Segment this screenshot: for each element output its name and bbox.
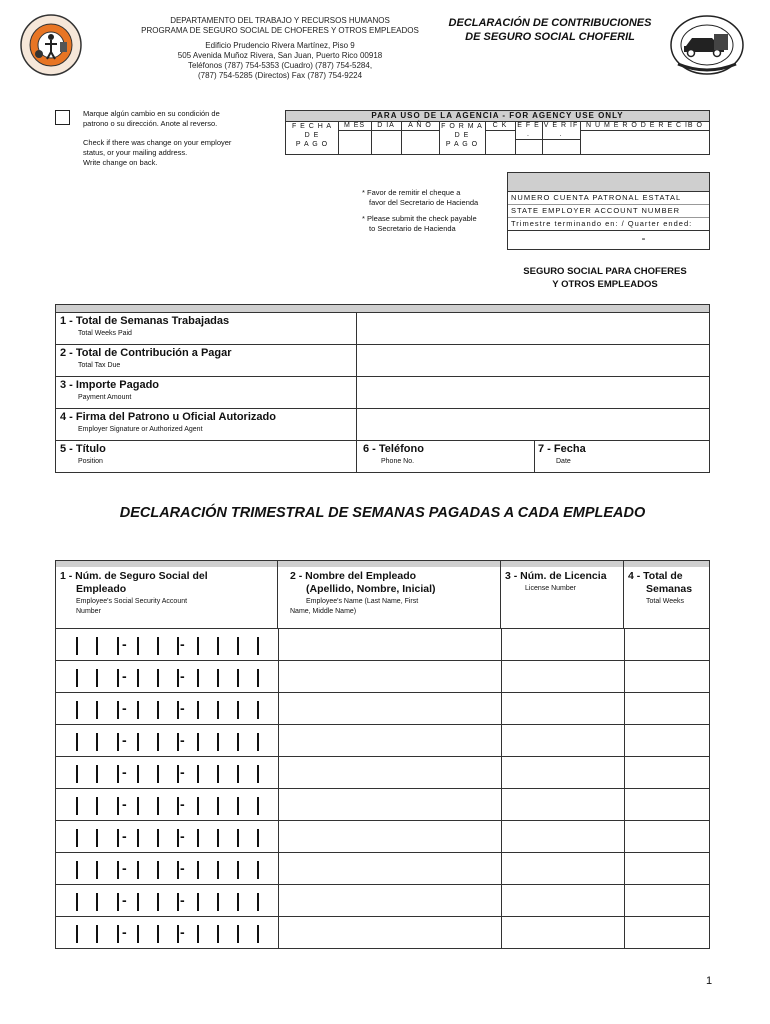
ssn-dash: -	[180, 636, 185, 652]
ssn-digit-divider	[237, 829, 239, 847]
ssn-digit-divider	[96, 797, 98, 815]
ssn-digit-divider	[257, 765, 259, 783]
ssn-digit-divider	[117, 669, 119, 687]
ssn-dash: -	[122, 636, 127, 652]
signature-row[interactable]: 4 - Firma del Patrono u Oficial Autorizado Employer Signature or Authorized Agent	[56, 409, 709, 441]
ssn-digit-divider	[217, 925, 219, 943]
change-notice-en-1: Check if there was change on your employer	[83, 138, 232, 147]
ssn-digit-divider	[177, 701, 179, 719]
column-divider	[278, 821, 279, 852]
account-number-label-en: STATE EMPLOYER ACCOUNT NUMBER	[508, 205, 709, 218]
employee-row[interactable]	[56, 661, 709, 693]
page-number: 1	[706, 975, 713, 987]
agency-dia-col[interactable]: D IA	[371, 121, 402, 154]
date-label: 7 - Fecha	[538, 443, 586, 455]
agency-recibo-col[interactable]: N U M E R O D E R E C IB O	[580, 121, 709, 154]
column-divider	[624, 853, 625, 884]
employee-table-header	[56, 561, 709, 629]
phone-sub: Phone No.	[381, 458, 415, 465]
ssn-digit-divider	[137, 733, 139, 751]
column-divider	[501, 661, 502, 692]
column-divider	[278, 725, 279, 756]
ssn-digit-divider	[217, 797, 219, 815]
ssn-digit-divider	[76, 637, 78, 655]
ssn-digit-divider	[96, 861, 98, 879]
column-divider	[278, 693, 279, 724]
dept-line-2: PROGRAMA DE SEGURO SOCIAL DE CHOFERES Y OTROS EMPLEADOS	[141, 26, 419, 35]
ssn-digit-divider	[197, 637, 199, 655]
employee-row[interactable]	[56, 789, 709, 821]
ssn-digit-divider	[137, 637, 139, 655]
ssn-dash: -	[180, 732, 185, 748]
employee-row[interactable]	[56, 725, 709, 757]
column-divider	[501, 885, 502, 916]
ssn-digit-divider	[197, 925, 199, 943]
column-divider	[278, 885, 279, 916]
ssn-digit-divider	[197, 733, 199, 751]
ssn-digit-divider	[237, 925, 239, 943]
address-line-4: (787) 754-5285 (Directos) Fax (787) 754-9224	[197, 71, 363, 80]
employee-row[interactable]	[56, 853, 709, 885]
ssn-digit-divider	[177, 797, 179, 815]
agency-use-table	[285, 110, 710, 155]
ssn-digit-divider	[157, 861, 159, 879]
ssn-digit-divider	[217, 829, 219, 847]
ssn-digit-divider	[96, 669, 98, 687]
address-line-1: Edificio Prudencio Rivera Martínez, Piso 9	[205, 41, 355, 50]
agency-mes-col[interactable]: M ES	[338, 121, 372, 154]
header-total-weeks: 4 - Total de Semanas Total Weeks	[628, 570, 693, 605]
ssn-digit-divider	[197, 861, 199, 879]
ssn-digit-divider	[237, 669, 239, 687]
ssn-digit-divider	[177, 765, 179, 783]
quarter-ended-field[interactable]: -	[641, 231, 646, 245]
ssn-digit-divider	[76, 797, 78, 815]
agency-title: PARA USO DE LA AGENCIA - FOR AGENCY USE ONLY	[286, 111, 709, 122]
column-divider	[501, 629, 502, 660]
ssn-digit-divider	[217, 733, 219, 751]
ssn-dash: -	[122, 668, 127, 684]
agency-forma-col: F O R M A D E P A G O	[439, 121, 486, 154]
ssn-digit-divider	[76, 861, 78, 879]
column-divider	[624, 757, 625, 788]
ssn-digit-divider	[117, 925, 119, 943]
ssn-digit-divider	[257, 925, 259, 943]
check-note-en-1: * Please submit the check payable	[362, 214, 477, 223]
ssn-digit-divider	[117, 701, 119, 719]
total-tax-row[interactable]: 2 - Total de Contribución a Pagar Total Tax Due	[56, 345, 709, 377]
ssn-dash: -	[180, 668, 185, 684]
column-divider	[501, 725, 502, 756]
agency-efe-col[interactable]: E F E .	[515, 121, 543, 154]
ssn-dash: -	[122, 700, 127, 716]
ssn-digit-divider	[177, 829, 179, 847]
ssn-digit-divider	[237, 861, 239, 879]
form-title-line-2: DE SEGURO SOCIAL CHOFERIL	[465, 31, 635, 43]
ssn-dash: -	[122, 828, 127, 844]
column-divider	[278, 661, 279, 692]
account-number-label-es: NUMERO CUENTA PATRONAL ESTATAL	[508, 192, 709, 205]
ssn-digit-divider	[177, 893, 179, 911]
column-divider	[278, 757, 279, 788]
column-divider	[501, 757, 502, 788]
ssn-dash: -	[180, 700, 185, 716]
column-divider	[501, 821, 502, 852]
ssn-dash: -	[122, 796, 127, 812]
ssn-digit-divider	[177, 669, 179, 687]
ssn-digit-divider	[217, 669, 219, 687]
ssn-dash: -	[122, 764, 127, 780]
ssn-digit-divider	[117, 733, 119, 751]
ssn-digit-divider	[117, 893, 119, 911]
ssn-digit-divider	[157, 797, 159, 815]
ssn-digit-divider	[76, 829, 78, 847]
ssn-digit-divider	[237, 733, 239, 751]
column-divider	[278, 917, 279, 948]
employee-row[interactable]	[56, 885, 709, 917]
form-title-line-1: DECLARACIÓN DE CONTRIBUCIONES	[448, 17, 652, 29]
ssn-digit-divider	[177, 637, 179, 655]
header-license: 3 - Núm. de Licencia License Number	[501, 561, 624, 628]
total-weeks-row[interactable]: 1 - Total de Semanas Trabajadas Total Weeks Paid	[56, 313, 709, 345]
agency-ano-col[interactable]: A Ñ O	[401, 121, 440, 154]
header-name: 2 - Nombre del Empleado (Apellido, Nombre, Inicial) Employee's Name (Last Name, First Name, Middle Name)	[278, 561, 501, 628]
ssn-digit-divider	[117, 797, 119, 815]
ssn-digit-divider	[96, 733, 98, 751]
ssn-digit-divider	[217, 765, 219, 783]
position-phone-date-row[interactable]	[56, 441, 709, 472]
column-divider	[624, 789, 625, 820]
ssn-digit-divider	[237, 637, 239, 655]
ssn-digit-divider	[157, 701, 159, 719]
column-divider	[278, 853, 279, 884]
ssn-digit-divider	[137, 893, 139, 911]
change-notice-en-2: status, or your mailing address.	[83, 148, 188, 157]
ssn-digit-divider	[257, 861, 259, 879]
ssn-dash: -	[122, 732, 127, 748]
ssn-digit-divider	[217, 701, 219, 719]
ssn-digit-divider	[177, 861, 179, 879]
column-divider	[624, 693, 625, 724]
ssn-digit-divider	[197, 765, 199, 783]
employee-row[interactable]	[56, 821, 709, 853]
ssn-digit-divider	[96, 765, 98, 783]
column-divider	[501, 789, 502, 820]
ssn-digit-divider	[217, 893, 219, 911]
ssn-digit-divider	[237, 797, 239, 815]
check-note-es-1: * Favor de remitir el cheque a	[362, 188, 461, 197]
position-sub: Position	[78, 458, 103, 465]
address-change-checkbox[interactable]	[55, 110, 70, 125]
header-ssn: 1 - Núm. de Seguro Social del Empleado Employee's Social Security Account Number	[56, 561, 278, 628]
ssn-digit-divider	[157, 893, 159, 911]
phone-label: 6 - Teléfono	[363, 443, 424, 455]
agency-verif-col[interactable]: V E R IF .	[542, 121, 581, 154]
ssn-digit-divider	[157, 637, 159, 655]
ssn-digit-divider	[76, 701, 78, 719]
ssn-digit-divider	[257, 829, 259, 847]
employer-account-box	[507, 172, 710, 250]
ssn-digit-divider	[237, 765, 239, 783]
ssn-dash: -	[122, 860, 127, 876]
ssn-digit-divider	[96, 829, 98, 847]
ssn-dash: -	[180, 860, 185, 876]
ssn-digit-divider	[197, 701, 199, 719]
check-note-en-2: to Secretario de Hacienda	[369, 224, 456, 233]
ssn-digit-divider	[197, 893, 199, 911]
ssn-digit-divider	[157, 669, 159, 687]
ssn-digit-divider	[157, 925, 159, 943]
ssn-digit-divider	[76, 925, 78, 943]
address-line-3: Teléfonos (787) 754-5353 (Cuadro) (787) 754-5284,	[187, 61, 373, 70]
program-title-2: Y OTROS EMPLEADOS	[552, 279, 658, 290]
column-divider	[624, 885, 625, 916]
column-divider	[278, 629, 279, 660]
ssn-digit-divider	[257, 669, 259, 687]
ssn-digit-divider	[137, 829, 139, 847]
ssn-digit-divider	[217, 861, 219, 879]
ssn-digit-divider	[137, 861, 139, 879]
employee-row[interactable]	[56, 917, 709, 948]
ssn-digit-divider	[257, 797, 259, 815]
ssn-dash: -	[180, 924, 185, 940]
ssn-digit-divider	[117, 829, 119, 847]
ssn-digit-divider	[157, 765, 159, 783]
ssn-digit-divider	[257, 893, 259, 911]
ssn-dash: -	[180, 828, 185, 844]
ssn-digit-divider	[117, 637, 119, 655]
employee-row[interactable]	[56, 629, 709, 661]
ssn-digit-divider	[117, 765, 119, 783]
column-divider	[624, 661, 625, 692]
ssn-digit-divider	[257, 637, 259, 655]
ssn-dash: -	[180, 892, 185, 908]
change-notice-es-1: Marque algún cambio en su condición de	[83, 109, 220, 118]
column-divider	[501, 917, 502, 948]
column-divider	[278, 789, 279, 820]
date-sub: Date	[556, 458, 571, 465]
ssn-digit-divider	[96, 893, 98, 911]
agency-ck-col[interactable]: C K	[485, 121, 516, 154]
ssn-digit-divider	[96, 701, 98, 719]
ssn-digit-divider	[217, 637, 219, 655]
ssn-digit-divider	[137, 925, 139, 943]
column-divider	[501, 853, 502, 884]
section-title: DECLARACIÓN TRIMESTRAL DE SEMANAS PAGADAS A CADA EMPLEADO	[119, 505, 646, 521]
position-label: 5 - Título	[60, 443, 106, 455]
check-note-es-2: favor del Secretario de Hacienda	[369, 198, 479, 207]
change-notice-en-3: Write change on back.	[83, 158, 158, 167]
change-notice-es-2: patrono o su dirección. Anote al reverso.	[83, 119, 218, 128]
agency-fecha-col: F E C H A D E P A G O	[286, 121, 339, 154]
column-divider	[624, 725, 625, 756]
ssn-digit-divider	[137, 669, 139, 687]
ssn-digit-divider	[197, 669, 199, 687]
ssn-digit-divider	[257, 733, 259, 751]
employee-row[interactable]	[56, 693, 709, 725]
ssn-dash: -	[122, 892, 127, 908]
ssn-dash: -	[180, 796, 185, 812]
ssn-digit-divider	[137, 797, 139, 815]
department-seal	[20, 14, 82, 76]
ssn-digit-divider	[197, 797, 199, 815]
column-divider	[501, 693, 502, 724]
ssn-digit-divider	[257, 701, 259, 719]
ssn-digit-divider	[197, 829, 199, 847]
ssn-digit-divider	[117, 861, 119, 879]
address-line-2: 505 Avenida Muñoz Rivera, San Juan, Puerto Rico 00918	[177, 51, 383, 60]
ssn-digit-divider	[177, 925, 179, 943]
ssn-digit-divider	[76, 765, 78, 783]
ssn-dash: -	[180, 764, 185, 780]
ssn-digit-divider	[96, 925, 98, 943]
ssn-digit-divider	[137, 701, 139, 719]
ssn-digit-divider	[96, 637, 98, 655]
column-divider	[624, 917, 625, 948]
ssn-digit-divider	[237, 893, 239, 911]
ssn-digit-divider	[177, 733, 179, 751]
choferil-seal	[668, 14, 746, 76]
totals-table	[55, 304, 710, 473]
quarter-ended-label: Trimestre terminando en: / Quarter ended:	[508, 218, 709, 231]
ssn-digit-divider	[76, 893, 78, 911]
program-title-1: SEGURO SOCIAL PARA CHOFERES	[523, 266, 687, 277]
ssn-digit-divider	[76, 669, 78, 687]
ssn-dash: -	[122, 924, 127, 940]
ssn-digit-divider	[157, 733, 159, 751]
employee-row[interactable]	[56, 757, 709, 789]
column-divider	[624, 629, 625, 660]
payment-amount-row[interactable]: 3 - Importe Pagado Payment Amount	[56, 377, 709, 409]
employee-table	[55, 560, 710, 949]
column-divider	[624, 821, 625, 852]
ssn-digit-divider	[137, 765, 139, 783]
ssn-digit-divider	[76, 733, 78, 751]
ssn-digit-divider	[157, 829, 159, 847]
dept-line-1: DEPARTAMENTO DEL TRABAJO Y RECURSOS HUMANOS	[170, 16, 390, 25]
ssn-digit-divider	[237, 701, 239, 719]
